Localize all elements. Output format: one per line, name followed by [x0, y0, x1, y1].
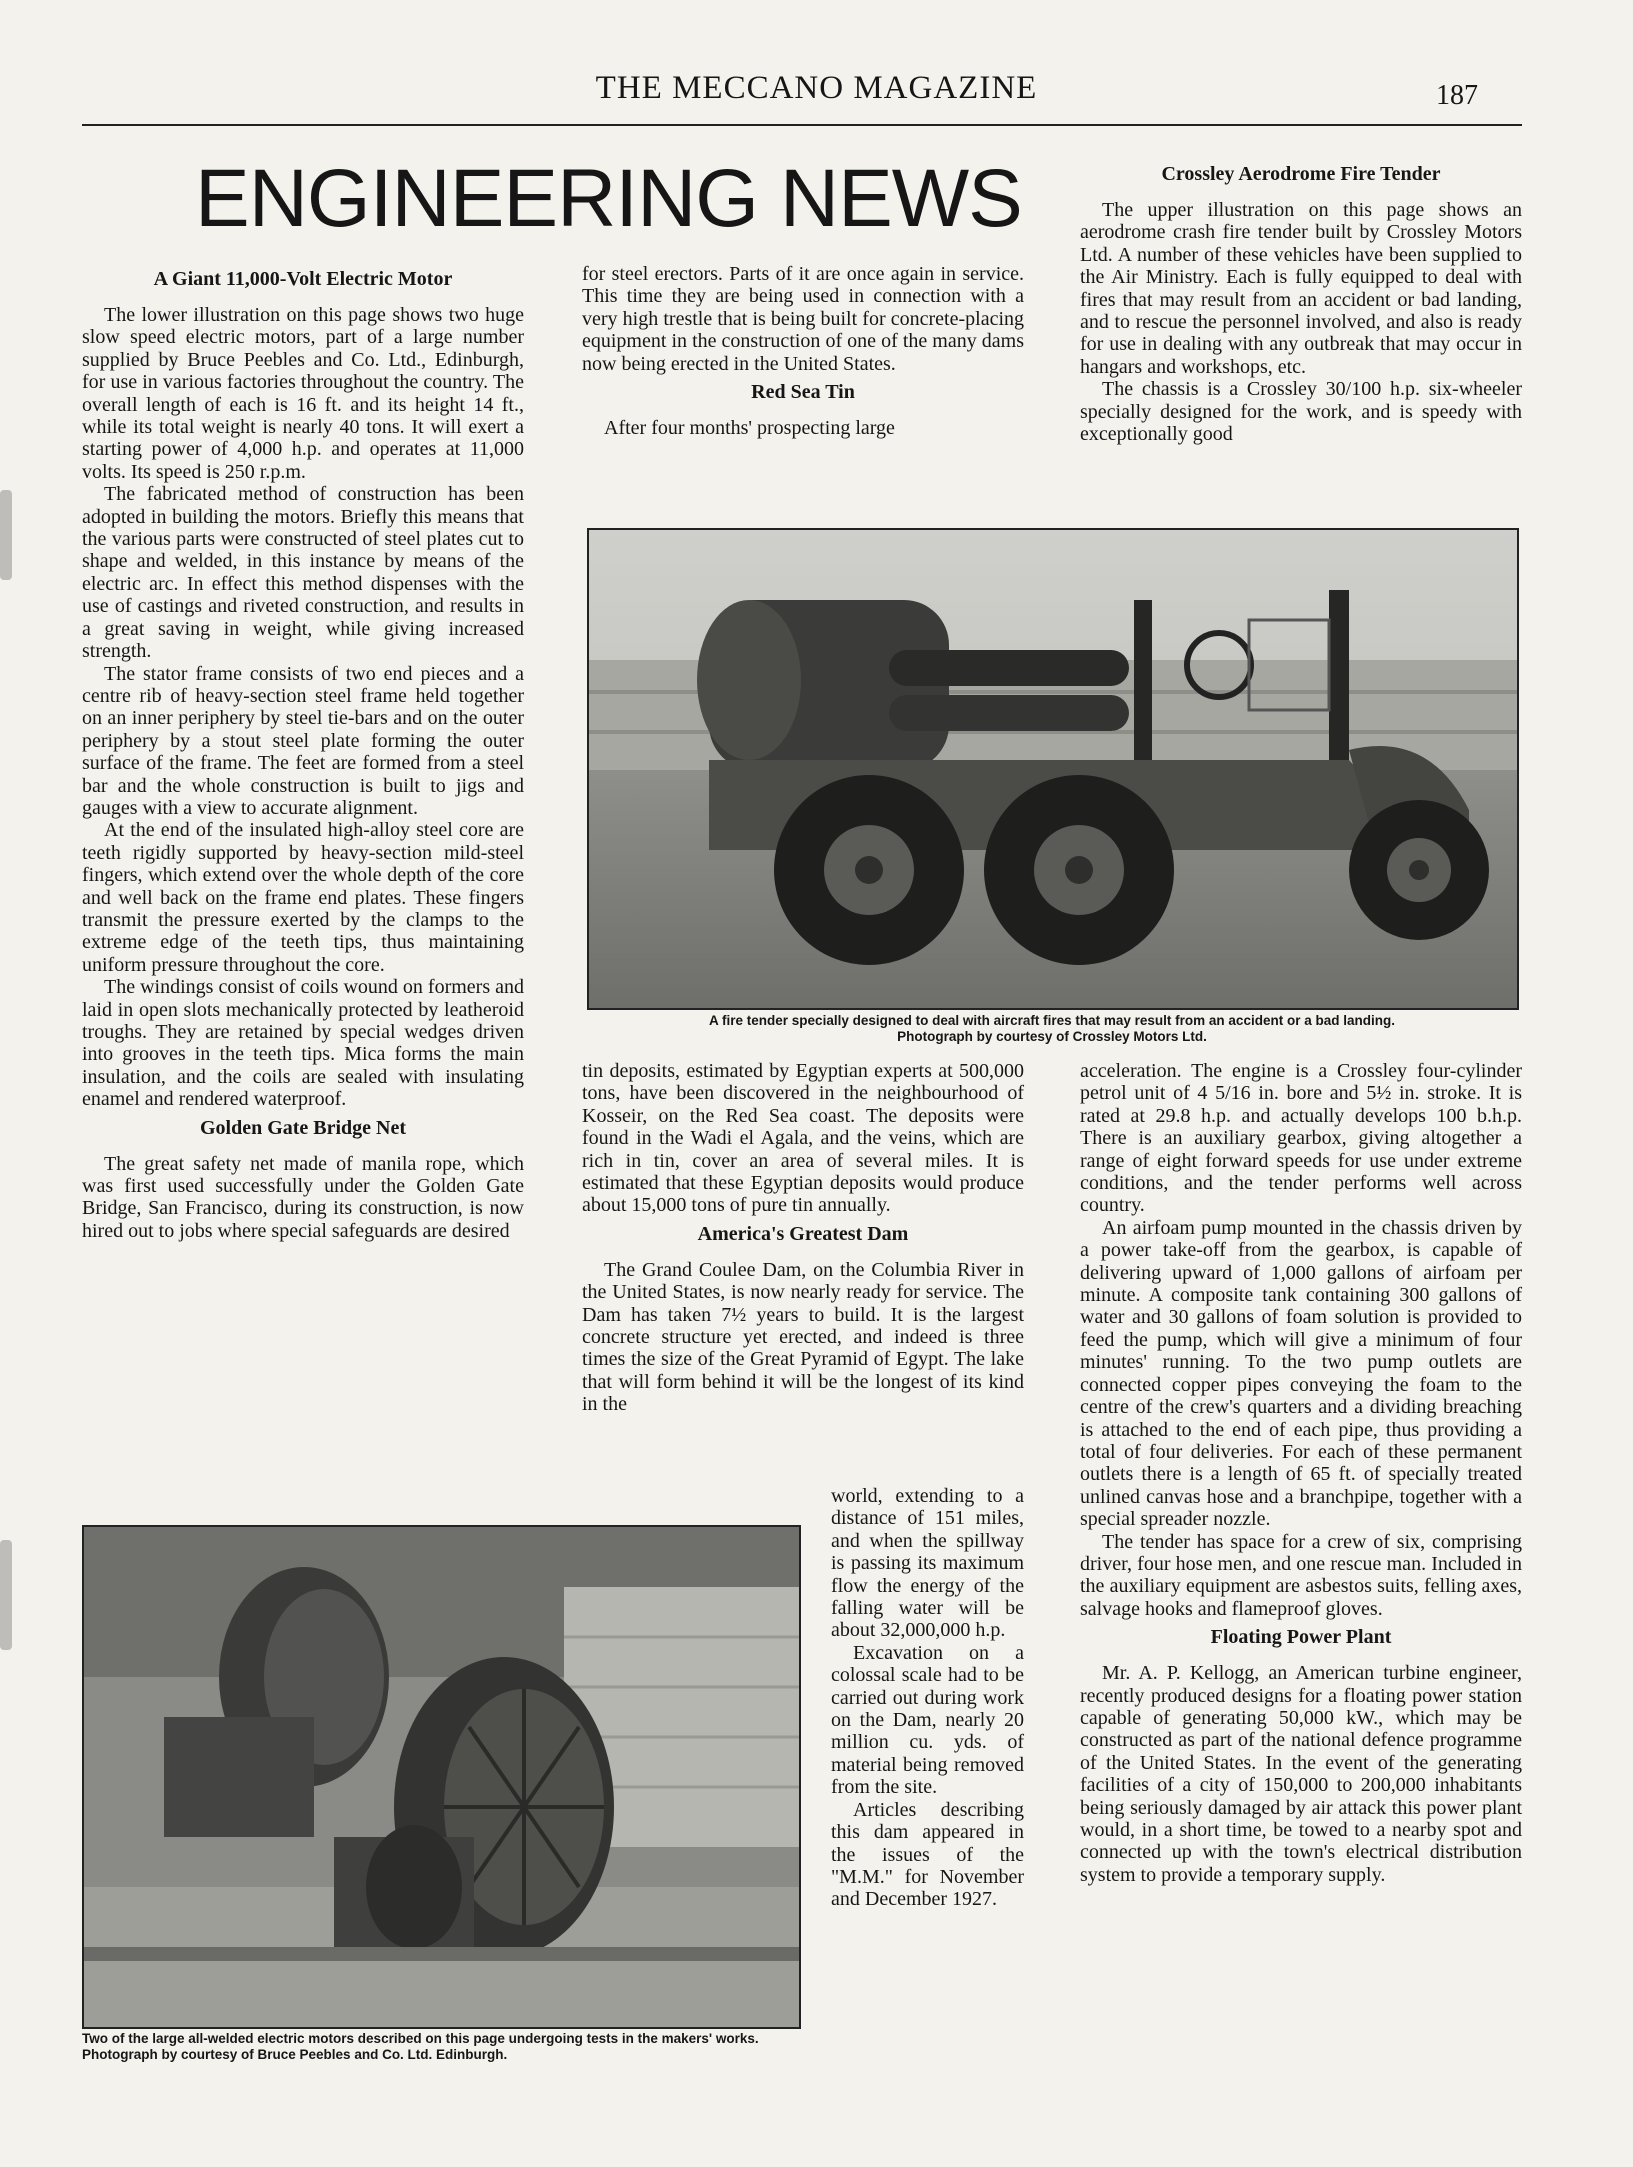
- column-2-middle: [582, 1060, 1024, 1416]
- motor-paragraph: The lower illustration on this page shows two huge slow speed electric motors, part of a large number supplied by Bruce Peebles and Co. Ltd., Edinburgh, for use in various factories throughout the country. The overall length of each is 16 ft. and its height 14 ft., while its total weight is nearly 40 tons. It will exert a starting power of 4,000 h.p. and operates at 11,000 volts. Its speed is 250 r.p.m.: [82, 304, 524, 483]
- fire-tender-caption: [584, 1013, 1520, 1045]
- net-paragraph-continued: for steel erectors. Parts of it are once again in service. This time they are being used in connection with a very high trestle that is being built for concrete-placing equipment in the construction of one of the many dams now being erected in the United States.: [582, 263, 1024, 375]
- fire-tender-paragraph-continued: acceleration. The engine is a Crossley four-cylinder petrol unit of 4 5/16 in. bore and 5½ in. stroke. It is rated at 29.8 h.p. and actually develops 100 b.h.p. There is an auxiliary gearbox, giving altogether a range of eight forward speeds for use under extreme conditions, and the tender performs well across country.: [1080, 1060, 1522, 1217]
- power-plant-heading: Floating Power Plant: [1210, 1626, 1392, 1649]
- fire-tender-photo: [587, 528, 1519, 1010]
- net-heading: Golden Gate Bridge Net: [199, 1116, 407, 1139]
- page-title: ENGINEERING NEWS: [195, 153, 1022, 244]
- fire-tender-paragraph: The chassis is a Crossley 30/100 h.p. six-wheeler specially designed for the work, and is speedy with exceptionally good: [1080, 378, 1522, 446]
- column-3-lower: [1080, 1060, 1522, 1886]
- column-1: [82, 268, 524, 1242]
- dam-paragraph: Excavation on a colossal scale had to be carried out during work on the Dam, nearly 20 million cu. yds. of material being removed from the site.: [831, 1641, 1024, 1799]
- tin-heading: Red Sea Tin: [751, 381, 855, 404]
- caption-line: Photograph by courtesy of Crossley Motors Ltd.: [897, 1029, 1207, 1044]
- magazine-title: THE MECCANO MAGAZINE: [595, 70, 1038, 106]
- tin-paragraph: After four months' prospecting large: [604, 417, 895, 440]
- fire-tender-heading: Crossley Aerodrome Fire Tender: [1161, 163, 1441, 185]
- header-rule: [82, 124, 1522, 126]
- dam-heading: America's Greatest Dam: [697, 1222, 909, 1245]
- binding-mark: [0, 1540, 12, 1650]
- tin-paragraph-continued: tin deposits, estimated by Egyptian experts at 500,000 tons, have been discovered in the neighbourhood of Kosseir, on the Red Sea coast. The deposits were found in the Wadi el Agala, and the veins, which are rich in tin, cover an area of several miles. It is estimated that these Egyptian deposits would produce about 15,000 tons of pure tin annually.: [582, 1060, 1024, 1217]
- fire-tender-paragraph: The tender has space for a crew of six, comprising driver, four hose men, and one rescue man. Included in the auxiliary equipment are asbestos suits, felling axes, salvage hooks and flameproof gloves.: [1080, 1530, 1522, 1620]
- dam-paragraph: The Grand Coulee Dam, on the Columbia River in the United States, is now nearly ready for service. The Dam has taken 7½ years to build. It is the largest concrete structure yet erected, and indeed is three times the size of the Great Pyramid of Egypt. The lake that will form behind it will be the longest of its kind in the: [582, 1258, 1024, 1416]
- motor-paragraph: At the end of the insulated high-alloy steel core are teeth rigidly supported by heavy-section mild-steel fingers, which extend over the whole depth of the core and well back on the frame end plates. These fingers transmit the pressure exerted by the clamps to the extreme edge of the teeth tips, thus maintaining uniform pressure throughout the core.: [82, 819, 524, 976]
- caption-line: A fire tender specially designed to deal with aircraft fires that may result from an accident or a bad landing.: [709, 1013, 1395, 1028]
- net-paragraph: The great safety net made of manila rope, which was first used successfully under the Golden Gate Bridge, San Francisco, during its construction, is now hired out to jobs where special safeguards are desired: [82, 1152, 524, 1242]
- binding-mark: [0, 490, 12, 580]
- column-2-narrow: [831, 1485, 1024, 1911]
- motor-paragraph: The fabricated method of construction has been adopted in building the motors. Briefly this means that the various parts were constructed of steel plates cut to shape and welded, in this instance by means of the electric arc. In effect this method dispenses with the use of castings and riveted construction, and results in a great saving in weight, while giving increased strength.: [82, 483, 524, 663]
- fire-tender-paragraph: An airfoam pump mounted in the chassis driven by a power take-off from the gearbox, is capable of delivering upward of 1,000 gallons of airfoam per minute. A composite tank containing 300 gallons of water and 30 gallons of foam solution is provided to feed the pump, which will give a minimum of four minutes' running. To the two pump outlets are connected copper pipes conveying the foam to the centre of the crew's quarters and a dividing breaching is attached to the end of each pipe, thus providing a total of four deliveries. For each of these permanent outlets there is a length of 65 ft. of specially treated unlined canvas hose and a branchpipe, together with a special spreader nozzle.: [1080, 1216, 1522, 1531]
- dam-paragraph-continued: world, extending to a distance of 151 miles, and when the spillway is passing its maximum flow the energy of the falling water will be about 32,000,000 h.p.: [831, 1485, 1024, 1642]
- power-plant-paragraph: Mr. A. P. Kellogg, an American turbine engineer, recently produced designs for a floating power station capable of generating 50,000 kW., which may be constructed as part of the national defence programme of the United States. In the event of the generating facilities of a city of 150,000 to 200,000 inhabitants being seriously damaged by air attack this power plant would, in a short time, be towed to a nearby spot and connected up with the town's electrical distribution system to provide a temporary supply.: [1080, 1662, 1522, 1886]
- fire-tender-paragraph: The upper illustration on this page shows an aerodrome crash fire tender built by Crossley Motors Ltd. A number of these vehicles have been supplied to the Air Ministry. Each is fully equipped to deal with fires that may result from an accident or bad landing, and to rescue the personnel involved, and also is ready for use in dealing with any outbreak that may occur in hangars and workshops, etc.: [1080, 199, 1522, 378]
- dam-paragraph: Articles describing this dam appeared in the issues of the "M.M." for November and December 1927.: [831, 1798, 1024, 1911]
- page-number: 187: [1436, 80, 1478, 111]
- motor-heading: A Giant 11,000-Volt Electric Motor: [153, 268, 453, 290]
- motors-caption: Two of the large all-welded electric motors described on this page undergoing tests in the makers' works. Photograph by courtesy of Bruce Peebles and Co. Ltd. Edinburgh.: [82, 2031, 759, 2062]
- column-3-top: [1080, 163, 1522, 445]
- motor-paragraph: The stator frame consists of two end pieces and a centre rib of heavy-section steel frame held together on an inner periphery by steel tie-bars and on the outer periphery by a stout steel plate forming the outer surface of the frame. The feet are formed from a steel bar and the whole construction is built to jigs and gauges with a view to accurate alignment.: [82, 662, 524, 819]
- motor-paragraph: The windings consist of coils wound on formers and laid in open slots mechanically protected by leatheroid troughs. They are retained by special wedges driven into grooves in the teeth tips. Mica forms the main insulation, and the coils are sealed with insulating enamel and rendered waterproof.: [82, 976, 524, 1111]
- electric-motors-photo: [82, 1525, 801, 2029]
- column-2-top: [582, 263, 1024, 439]
